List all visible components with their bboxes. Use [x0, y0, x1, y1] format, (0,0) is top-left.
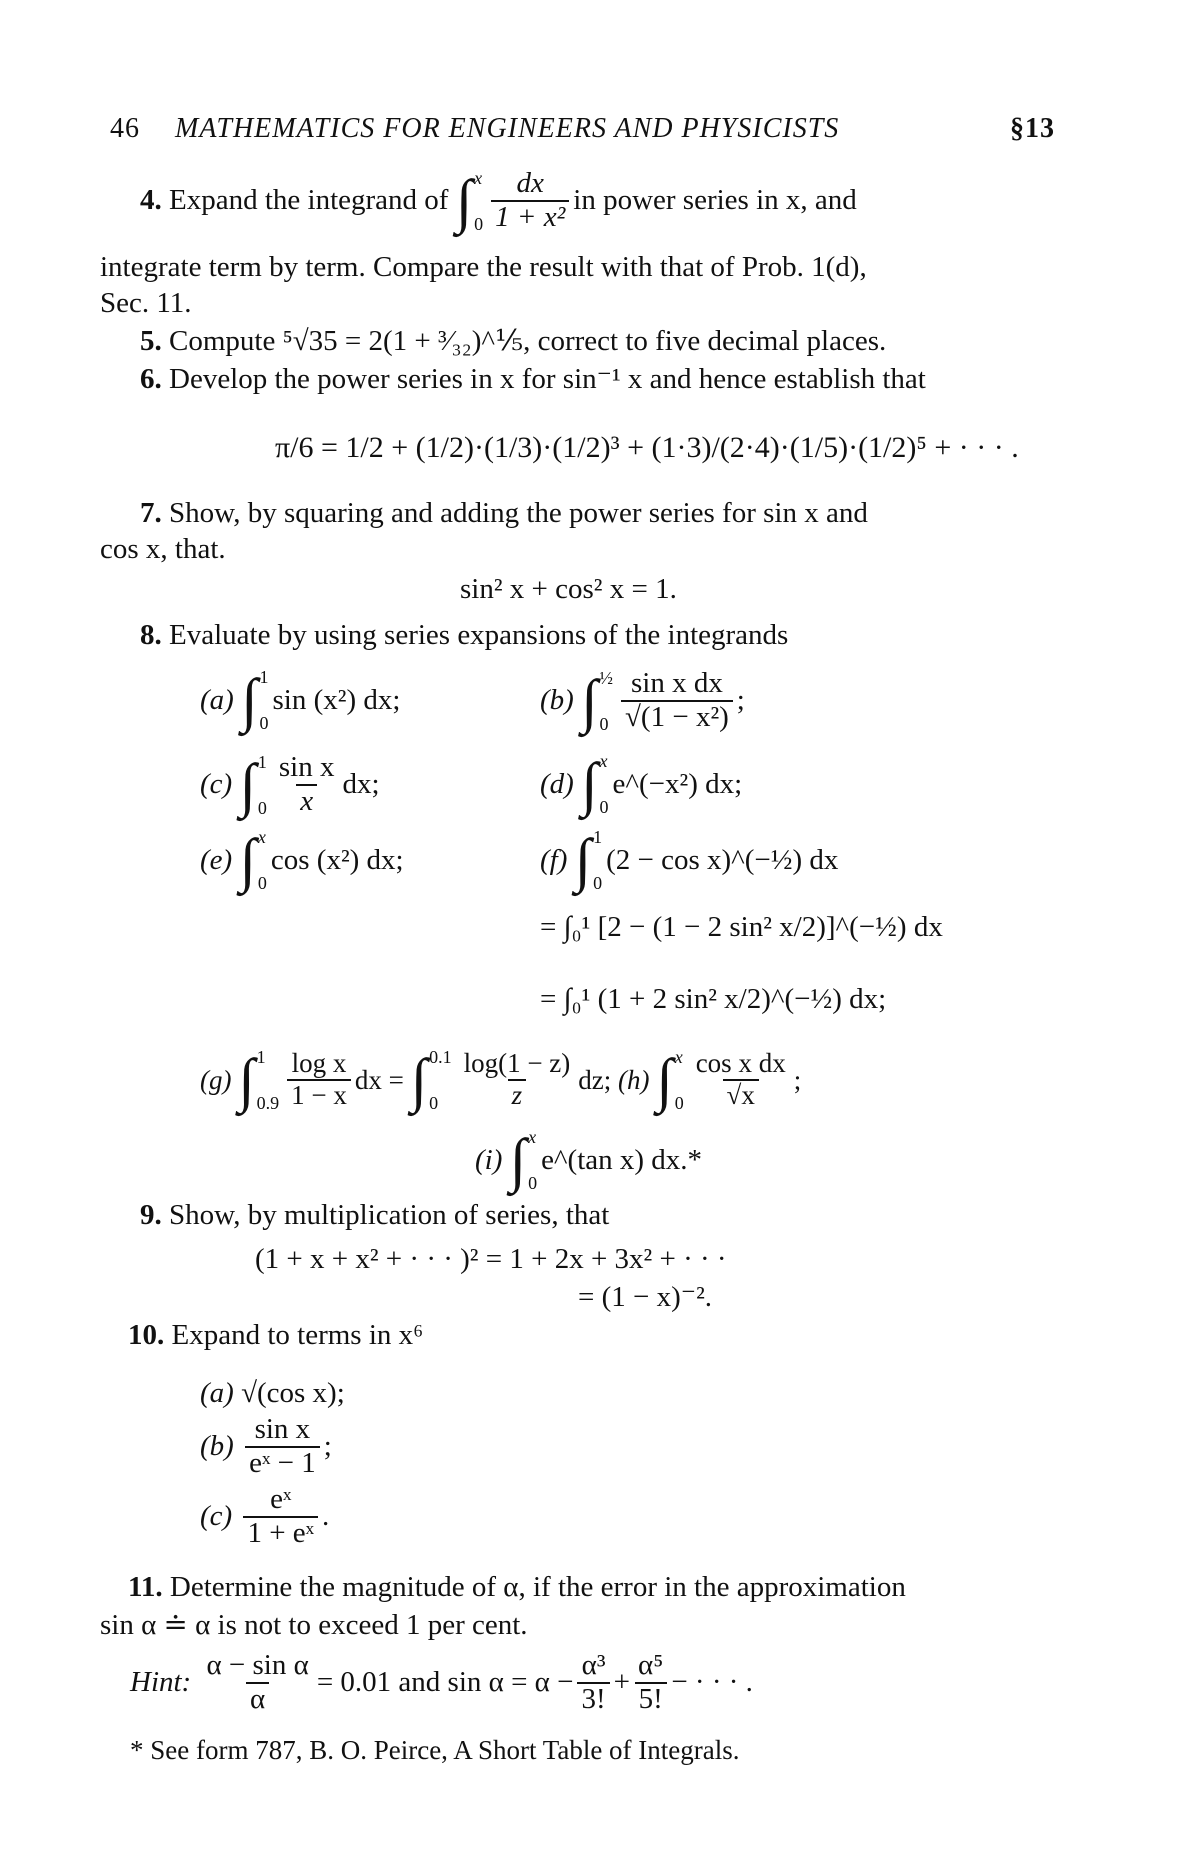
problem-6-formula: π/6 = 1/2 + (1/2)·(1/3)·(1/2)³ + (1·3)/(2·4)·(1/5)·(1/2)⁵ + · · · . — [275, 431, 1019, 464]
problem-4-number: 4. — [140, 184, 162, 217]
problem-6: 6. Develop the power series in x for sin⁻¹ x and hence establish that — [140, 363, 926, 395]
problem-9-formula2: = (1 − x)⁻². — [578, 1281, 713, 1313]
problem-8: 8. Evaluate by using series expansions of the integrands — [140, 619, 789, 651]
problem-8f-line3: = ∫₀¹ (1 + 2 sin² x/2)^(−½) dx; — [540, 983, 887, 1015]
problem-4-text-b: in power series in x, and — [573, 184, 857, 217]
problem-10a: (a) √(cos x); — [200, 1377, 345, 1409]
problem-5: 5. Compute ⁵√35 = 2(1 + ³⁄₃₂)^⅕, correct to five decimal places. — [140, 325, 887, 357]
page-number: 46 — [110, 113, 140, 144]
problem-8f: (f) ∫ 1 0 (2 − cos x)^(−½) dx — [540, 827, 839, 893]
footnote: * See form 787, B. O. Peirce, A Short Table of Integrals. — [130, 1735, 740, 1765]
problem-8i: (i) ∫ x 0 e^(tan x) dx.* — [475, 1127, 703, 1193]
problem-8b: (b) ∫ ½ 0 $\frac{\text{sin x dx}}{\text{√(1 − x²)}}$ ; — [540, 667, 745, 734]
problem-4-text-a: Expand the integrand of — [169, 184, 449, 217]
problem-9-formula1: (1 + x + x² + · · · )² = 1 + 2x + 3x² + · · · — [255, 1243, 727, 1275]
problem-7-formula: sin² x + cos² x = 1. — [460, 573, 677, 605]
section-number: §13 — [1010, 113, 1055, 144]
problem-4-line1 — [140, 168, 857, 234]
problem-4-line2: integrate term by term. Compare the result with that of Prob. 1(d), — [100, 251, 867, 283]
problem-8g: (g) ∫ 1 0.9 $\frac{\text{log x}}{1 - x}$ dx = ∫ 0.1 0 $\frac{\log(1 - z)}{z}$ dz; (h) ∫ x 0 $\frac{\text{cos x dx}}{√x}$ ; — [200, 1047, 802, 1113]
integrand-fraction: $\frac{dx}{\text{1 + x²}}$ — [491, 168, 569, 234]
integral-sign: ∫ x 0 — [455, 167, 484, 234]
problem-9: 9. Show, by multiplication of series, that — [140, 1199, 610, 1231]
problem-10b: (b) $\frac{\text{sin x}}{\text{eˣ − 1}}$ ; — [200, 1413, 332, 1479]
problem-8c: (c) ∫ 1 0 $\frac{\text{sin x}}{x}$ dx; — [200, 751, 380, 818]
problem-10: 10. Expand to terms in x⁶ — [128, 1319, 424, 1351]
problem-7: 7. Show, by squaring and adding the power series for sin x and — [140, 497, 868, 529]
problem-4-line3: Sec. 11. — [100, 287, 192, 319]
problem-10c: (c) $\frac{\text{eˣ}}{\text{1 + eˣ}}$ . — [200, 1483, 330, 1549]
problem-8d: (d) ∫ x 0 e^(−x²) dx; — [540, 751, 743, 817]
running-title: MATHEMATICS FOR ENGINEERS AND PHYSICISTS — [175, 113, 840, 144]
problem-11-hint: Hint: $\frac{\text{α − sin α}}{\alpha}$ = 0.01 and sin α = α − $\frac{\text{α³}}{3!}$ + $\frac{\text{α⁵}}{5!}$ − · · · . — [130, 1649, 753, 1715]
problem-8a: (a) ∫ 1 0 sin (x²) dx; — [200, 667, 401, 733]
problem-7-line2: cos x, that. — [100, 533, 226, 565]
problem-11-line2: sin α ≐ α is not to exceed 1 per cent. — [100, 1609, 528, 1641]
problem-8f-line2: = ∫₀¹ [2 − (1 − 2 sin² x/2)]^(−½) dx — [540, 911, 943, 943]
problem-11: 11. Determine the magnitude of α, if the error in the approximation — [128, 1571, 906, 1603]
problem-8e: (e) ∫ x 0 cos (x²) dx; — [200, 827, 404, 893]
